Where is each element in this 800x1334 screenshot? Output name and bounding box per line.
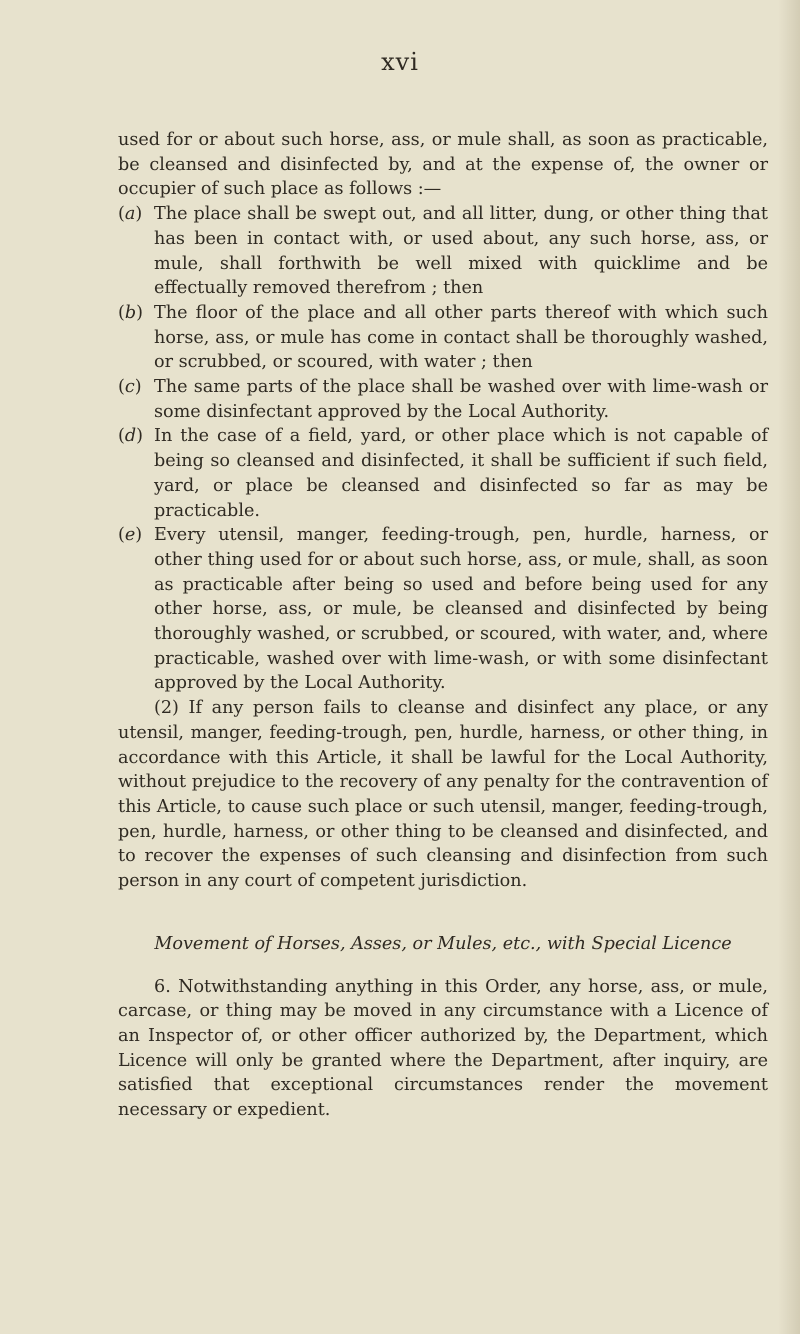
clause-e-text: Every utensil, manger, feeding-trough, pen, hurdle, harness, or other thing used for or about such horse, ass, or mule, shall, as soon as practicable after being so used and before being used for any other horse, ass, or mule, be cleansed and disinfected by being thoroughly washed, or scrubbed, or scoured, with water, and, where practicable, washed over with lime-wash, or with some disinfectant approved by the Local Authority. <box>154 525 768 694</box>
section-heading: Movement of Horses, Asses, or Mules, etc., with Special Licence <box>154 933 732 954</box>
clause-e-marker: (e) <box>118 525 143 546</box>
subsection-2: (2) If any person fails to cleanse and disinfect any place, or any utensil, manger, feeding-trough, pen, hurdle, harness, or other thing, in accordance with this Article, it shall be lawful for the Local Authority, without prejudice to the recovery of any penalty for the contravention of this Article, to cause such place or such utensil, manger, feeding-trough, pen, hurdle, harness, or other thing to be cleansed and disinfected, and to recover the expenses of such cleansing and disinfection from such person in any court of competent jurisdiction. <box>118 698 768 892</box>
clause-c-letter: c <box>124 377 135 398</box>
clause-a-letter: a <box>124 204 136 225</box>
clause-b-text: The floor of the place and all other parts thereof with which such horse, ass, or mule has come in contact shall be thoroughly washed, or scrubbed, or scoured, with water ; then <box>154 302 768 373</box>
intro-paragraph: used for or about such horse, ass, or mule shall, as soon as practicable, be cleansed and disinfected by, and at the expense of, the owner or occupier of such place as follows :— <box>118 130 768 200</box>
clause-d <box>118 424 768 523</box>
page-edge-shadow <box>778 0 800 1334</box>
clause-b <box>118 301 768 375</box>
clause-c-text: The same parts of the place shall be washed over with lime-wash or some disinfectant approved by the Local Authority. <box>154 377 768 422</box>
section-6: 6. Notwithstanding anything in this Order, any horse, ass, or mule, carcase, or thing may be moved in any circumstance with a Licence of an Inspector of, or other officer authorized by, the Department, which Licence will only be granted where the Department, after inquiry, are satisfied that exceptional circumstances render the movement necessary or expedient. <box>118 976 768 1121</box>
clause-a-marker: (a) <box>118 204 143 225</box>
clause-a-text: The place shall be swept out, and all litter, dung, or other thing that has been in contact with, or used about, any such horse, ass, or mule, shall forthwith be well mixed with quicklime and be effectually removed therefrom ; then <box>154 204 768 299</box>
page-number: xvi <box>381 48 419 76</box>
clause-d-marker: (d) <box>118 426 144 447</box>
clause-e-letter: e <box>124 525 136 546</box>
clause-d-text: In the case of a field, yard, or other place which is not capable of being so cleansed and disinfected, it shall be sufficient if such field, yard, or place be cleansed and disinfected so far as may be practicable. <box>154 426 768 521</box>
clause-c <box>118 375 768 424</box>
clause-c-marker: (c) <box>118 377 142 398</box>
clause-e <box>118 523 768 696</box>
clause-d-letter: d <box>124 426 137 447</box>
clause-a <box>118 202 768 301</box>
clause-b-marker: (b) <box>118 302 144 323</box>
body-text <box>118 128 768 1123</box>
clause-b-letter: b <box>124 302 137 323</box>
